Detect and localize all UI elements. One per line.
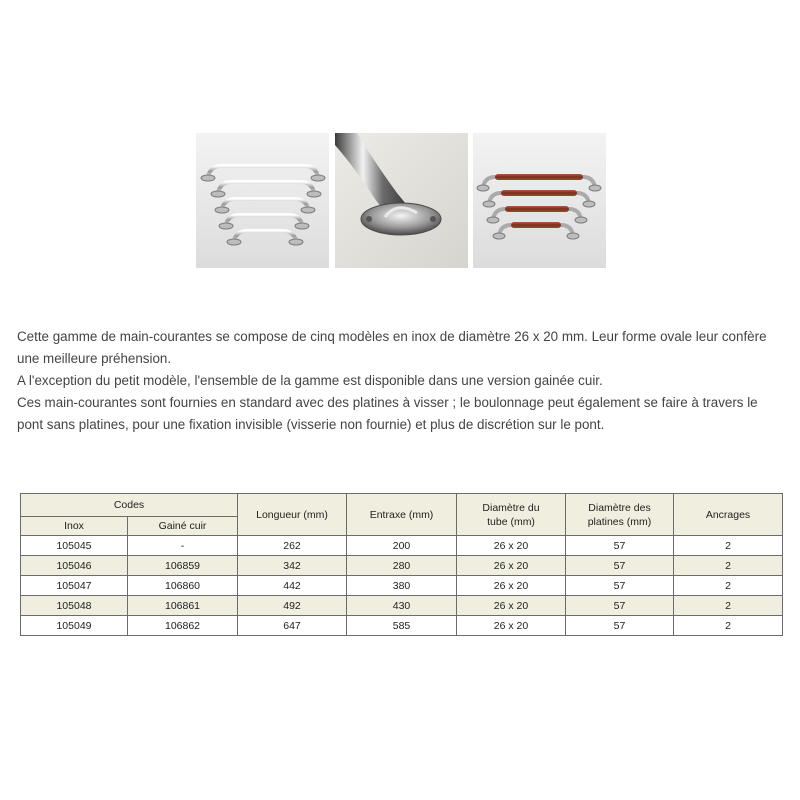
entraxe-header: Entraxe (mm) <box>347 494 457 536</box>
product-description <box>17 326 783 436</box>
tube-cell: 26 x 20 <box>457 616 566 636</box>
leather-handrails-photo <box>473 133 606 268</box>
gaine-code-cell: 106860 <box>128 576 238 596</box>
ancrages-cell: 2 <box>674 616 783 636</box>
codes-header: Codes <box>21 494 238 517</box>
entraxe-cell: 200 <box>347 536 457 556</box>
inox-code-cell: 105045 <box>21 536 128 556</box>
specifications-table <box>20 493 783 636</box>
inox-code-cell: 105047 <box>21 576 128 596</box>
table-row <box>21 556 783 576</box>
diametre-platines-header-line2: platines (mm) <box>587 515 652 528</box>
gaine-code-cell: 106861 <box>128 596 238 616</box>
description-paragraph: Ces main-courantes sont fournies en standard avec des platines à visser ; le boulonnage peut également se faire à travers le pont sans platines, pour une fixation invisible (visserie non fournie) et plus de discrétion sur le pont. <box>17 395 758 432</box>
platines-cell: 57 <box>566 536 674 556</box>
longueur-cell: 647 <box>238 616 347 636</box>
gaine-cuir-header: Gainé cuir <box>128 517 238 536</box>
ancrages-header: Ancrages <box>674 494 783 536</box>
gaine-code-cell: 106859 <box>128 556 238 576</box>
longueur-cell: 442 <box>238 576 347 596</box>
ancrages-cell: 2 <box>674 576 783 596</box>
tube-cell: 26 x 20 <box>457 576 566 596</box>
table-row <box>21 536 783 556</box>
table-row <box>21 616 783 636</box>
inox-header: Inox <box>21 517 128 536</box>
gaine-code-cell: 106862 <box>128 616 238 636</box>
ancrages-cell: 2 <box>674 596 783 616</box>
ancrages-cell: 2 <box>674 536 783 556</box>
platines-cell: 57 <box>566 616 674 636</box>
table-row <box>21 596 783 616</box>
gaine-code-cell: - <box>128 536 238 556</box>
ancrages-cell: 2 <box>674 556 783 576</box>
entraxe-cell: 380 <box>347 576 457 596</box>
product-gallery <box>196 133 606 268</box>
longueur-cell: 262 <box>238 536 347 556</box>
longueur-cell: 492 <box>238 596 347 616</box>
platines-cell: 57 <box>566 556 674 576</box>
table-row <box>21 576 783 596</box>
inox-code-cell: 105049 <box>21 616 128 636</box>
longueur-cell: 342 <box>238 556 347 576</box>
diametre-tube-header <box>457 494 566 536</box>
diametre-tube-header-line1: Diamètre du <box>482 501 540 514</box>
entraxe-cell: 430 <box>347 596 457 616</box>
description-paragraph: A l'exception du petit modèle, l'ensemble de la gamme est disponible dans une version gainée cuir. <box>17 373 603 388</box>
tube-cell: 26 x 20 <box>457 556 566 576</box>
stainless-handrails-photo <box>196 133 329 268</box>
platines-cell: 57 <box>566 576 674 596</box>
inox-code-cell: 105048 <box>21 596 128 616</box>
handrail-base-closeup-photo <box>335 133 468 268</box>
entraxe-cell: 280 <box>347 556 457 576</box>
longueur-header: Longueur (mm) <box>238 494 347 536</box>
description-paragraph: Cette gamme de main-courantes se compose de cinq modèles en inox de diamètre 26 x 20 mm. Leur forme ovale leur confère une meilleure préhension. <box>17 329 767 366</box>
diametre-platines-header-line1: Diamètre des <box>588 501 651 514</box>
tube-cell: 26 x 20 <box>457 536 566 556</box>
diametre-tube-header-line2: tube (mm) <box>487 515 535 528</box>
tube-cell: 26 x 20 <box>457 596 566 616</box>
diametre-platines-header <box>566 494 674 536</box>
platines-cell: 57 <box>566 596 674 616</box>
entraxe-cell: 585 <box>347 616 457 636</box>
inox-code-cell: 105046 <box>21 556 128 576</box>
